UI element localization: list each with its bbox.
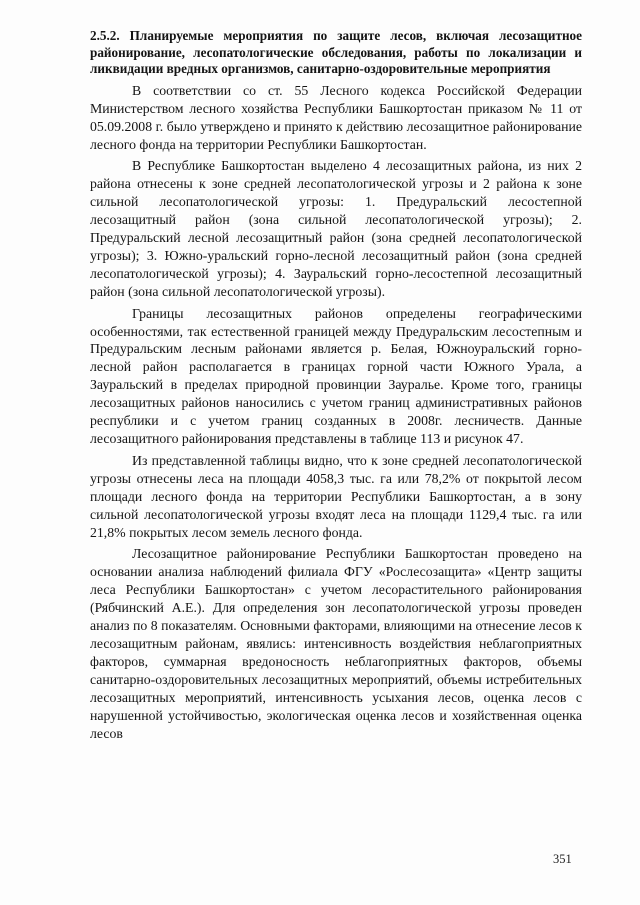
paragraph-table-summary: Из представленной таблицы видно, что к зоне средней лесопатологической угрозы отнесены леса на площади 4058,3 тыс. га или 78,2% от покрытой лесом площади лесного фонда на территории Республики Башкортостан, а в зону сильной лесопатологической угрозы входят леса на площади 1129,4 тыс. га или 21,8% покрытых лесом земель лесного фонда.	[90, 452, 582, 540]
page-number: 351	[553, 852, 572, 866]
page-content	[90, 28, 582, 746]
paragraph-zoning-basis: Лесозащитное районирование Республики Башкортостан проведено на основании анализа наблюдений филиала ФГУ «Рослесозащита» «Центр защиты леса Республики Башкортостан» с учетом лесорастительного районирования (Рябчинский А.Е.). Для определения зон лесопатологической угрозы проведен анализ по 8 показателям. Основными факторами, влияющими на отнесение лесов к лесозащитным районам, явялись: интенсивность воздействия неблагоприятных факторов, суммарная вредоносность неблагоприятных факторов, объемы санитарно-оздоровительных лесозащитных мероприятий, объемы истребительных лесозащитных мероприятий, интенсивность усыхания лесов, оценка лесов с нарушенной устойчивостью, экологическая оценка лесов и хозяйственная оценка лесов	[90, 546, 582, 741]
paragraph-protection-districts: В Республике Башкортостан выделено 4 лесозащитных района, из них 2 района отнесены к зоне средней лесопатологической угрозы и 2 района к зоне сильной лесопатологической угрозы: 1. Предуральский лесостепной лесозащитный район (зона сильной лесопатологической угрозы); 2. Предуральский лесной лесозащитный район (зона средней лесопатологической угрозы); 3. Южно-уральский горно-лесной лесозащитный район (зона средней лесопатологической угрозы); 4. Зауральский горно-лесостепной лесозащитный район (зона сильной лесопатологической угрозы).	[90, 158, 582, 299]
paragraph-district-borders: Границы лесозащитных районов определены географическими особенностями, так естественной границей между Предуральским лесостепным и Предуральским лесным районами является р. Белая, Южноуральский горно-лесной район располагается в границах горной части Южного Урала, а Зауральский в пределах природной провинции Зауралье. Кроме того, границы лесозащитных районов наносились с учетом границ административных районов республики и с учетом границ созданных в 2008г. лесничеств. Данные лесозащитного районирования представлены в таблице 113 и рисунок 47.	[90, 305, 582, 446]
section-heading: 2.5.2. Планируемые мероприятия по защите лесов, включая лесозащитное районирование, лесопатологические обследования, работы по локализации и ликвидации вредных организмов, санитарно-оздоровительные мероприятия	[90, 28, 582, 77]
paragraph-forest-code: В соответствии со ст. 55 Лесного кодекса Российской Федерации Министерством лесного хозяйства Республики Башкортостан приказом № 11 от 05.09.2008 г. было утверждено и принято к действию лесозащитное районирование лесного фонда на территории Республики Башкортостан.	[90, 82, 582, 152]
